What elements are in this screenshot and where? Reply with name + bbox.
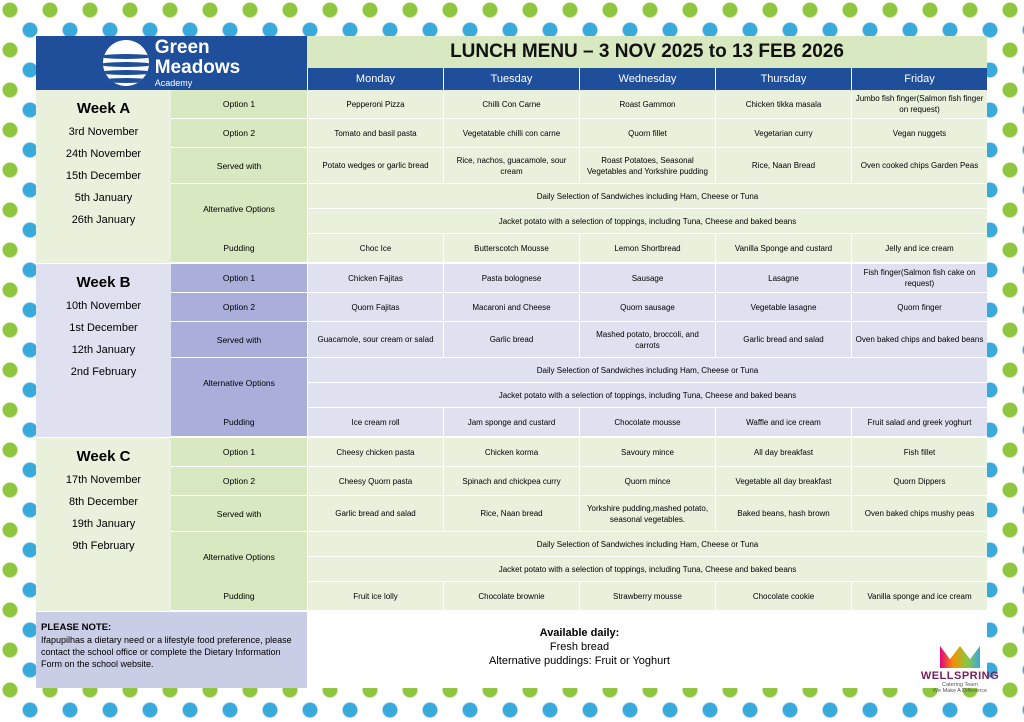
row-label: Option 1 [171,438,307,467]
pudding-cell: Fruit ice lolly [307,582,443,611]
menu-cell: Oven baked chips and baked beans [851,322,987,358]
week-date: 1st December [69,322,138,334]
menu-cell: Guacamole, sour cream or salad [307,322,443,358]
row-label: Option 1 [171,90,307,119]
menu-row [171,467,987,496]
alt-option: Daily Selection of Sandwiches including Ham, Cheese or Tuna [307,358,987,383]
logo-line1: Green [154,37,210,58]
pudding-cell: Lemon Shortbread [579,234,715,263]
pudding-cell: Choc Ice [307,234,443,263]
menu-cell: Spinach and chickpea curry [443,467,579,496]
logo-line2: Meadows [154,57,241,78]
menu-cell: Savoury mince [579,438,715,467]
menu-row [171,264,987,293]
menu-title: LUNCH MENU – 3 NOV 2025 to 13 FEB 2026 [307,36,987,68]
menu-cell: Roast Potatoes, Seasonal Vegetables and Yorkshire pudding [579,148,715,184]
menu-cell: Quorn fillet [579,119,715,148]
day-header-thursday: Thursday [715,68,851,90]
row-label: Served with [171,322,307,358]
menu-cell: Roast Gammon [579,90,715,119]
pudding-cell: Butterscotch Mousse [443,234,579,263]
menu-cell: Quorn Dippers [851,467,987,496]
row-label: Pudding [171,582,307,611]
week-date: 24th November [65,148,142,160]
alt-row [307,557,987,582]
week-date: 8th December [68,496,139,508]
row-label: Pudding [171,234,307,263]
menu-cell: Garlic bread [443,322,579,358]
week-date: 15th December [65,170,142,182]
menu-cell: Lasagne [715,264,851,293]
week-3-summary [36,438,171,611]
week-title: Week A [76,100,131,117]
menu-cell: Vegetarian curry [715,119,851,148]
week-title: Week C [76,448,131,465]
week-1-grid [171,90,987,263]
alt-row [307,184,987,209]
school-logo [36,36,307,90]
week-title: Week B [76,274,131,291]
menu-cell: Quorn mince [579,467,715,496]
pudding-cell: Chocolate cookie [715,582,851,611]
pudding-cell: Vanilla Sponge and custard [715,234,851,263]
pudding-cell: Jelly and ice cream [851,234,987,263]
alt-label: Alternative Options [171,358,307,409]
pudding-cell: Vanilla sponge and ice cream [851,582,987,611]
row-label: Option 2 [171,467,307,496]
alt-label: Alternative Options [171,532,307,583]
menu-cell: Vegetable all day breakfast [715,467,851,496]
alt-row [307,358,987,383]
alt-option: Daily Selection of Sandwiches including Ham, Cheese or Tuna [307,184,987,209]
wellspring-logo [920,646,1000,706]
pudding-row [171,582,987,611]
available-line1: Fresh bread [549,641,610,653]
menu-cell: All day breakfast [715,438,851,467]
pudding-cell: Waffle and ice cream [715,408,851,437]
alt-option: Jacket potato with a selection of toppings, including Tuna, Cheese and baked beans [307,557,987,582]
note-text: Ifapupilhas a dietary need or a lifestyle food preference, please contact the school office or complete the Dietary Information Form on the school website. [41,635,292,669]
menu-cell: Oven baked chips mushy peas [851,496,987,532]
day-header-wednesday: Wednesday [579,68,715,90]
note-title: PLEASE NOTE: [41,622,112,633]
menu-cell: Chicken tikka masala [715,90,851,119]
available-title: Available daily: [539,627,620,639]
menu-row [171,119,987,148]
logo-sub: Academy [154,78,193,88]
wellspring-mark-icon [940,646,980,668]
week-date: 19th January [71,518,136,530]
menu-cell: Vegetable lasagne [715,293,851,322]
menu-cell: Quorn Fajitas [307,293,443,322]
week-date: 17th November [65,474,142,486]
pudding-cell: Strawberry mousse [579,582,715,611]
day-header-friday: Friday [851,68,987,90]
menu-cell: Cheesy Quorn pasta [307,467,443,496]
menu-cell: Rice, Naan bread [443,496,579,532]
row-label: Served with [171,148,307,184]
menu-row [171,322,987,358]
row-label: Pudding [171,408,307,437]
menu-cell: Fish fillet [851,438,987,467]
menu-cell: Yorkshire pudding,mashed potato, seasonal vegetables. [579,496,715,532]
week-1-summary [36,90,171,263]
menu-cell: Pepperoni Pizza [307,90,443,119]
pudding-cell: Fruit salad and greek yoghurt [851,408,987,437]
menu-row [171,293,987,322]
menu-row [171,496,987,532]
week-date: 3rd November [68,126,139,138]
alt-label: Alternative Options [171,184,307,235]
menu-cell: Garlic bread and salad [307,496,443,532]
available-line2: Alternative puddings: Fruit or Yoghurt [488,655,670,667]
menu-cell: Sausage [579,264,715,293]
menu-sheet [36,36,987,688]
menu-row [171,148,987,184]
menu-cell: Rice, nachos, guacamole, sour cream [443,148,579,184]
menu-cell: Fish finger(Salmon fish cake on request) [851,264,987,293]
menu-cell: Jumbo fish finger(Salmon fish finger on request) [851,90,987,119]
pudding-cell: Chocolate mousse [579,408,715,437]
row-label: Served with [171,496,307,532]
week-date: 10th November [65,300,142,312]
menu-cell: Macaroni and Cheese [443,293,579,322]
menu-cell: Quorn finger [851,293,987,322]
pudding-cell: Chocolate brownie [443,582,579,611]
week-date: 12th January [71,344,136,356]
wellspring-sub1: Catering Team [942,682,978,688]
alt-option: Jacket potato with a selection of toppings, including Tuna, Cheese and baked beans [307,383,987,408]
menu-cell: Rice, Naan Bread [715,148,851,184]
week-3-grid [171,438,987,611]
pudding-cell: Ice cream roll [307,408,443,437]
menu-cell: Oven cooked chips Garden Peas [851,148,987,184]
alt-row [307,532,987,557]
week-2-summary [36,264,171,437]
menu-row [171,438,987,467]
menu-cell: Baked beans, hash brown [715,496,851,532]
menu-cell: Potato wedges or garlic bread [307,148,443,184]
menu-cell: Quorn sausage [579,293,715,322]
menu-cell: Garlic bread and salad [715,322,851,358]
day-header-tuesday: Tuesday [443,68,579,90]
meadow-logo-icon [103,40,149,86]
day-header-row [307,68,987,90]
week-date: 9th February [72,540,135,552]
menu-cell: Vegetatable chilli con carne [443,119,579,148]
pudding-row [171,234,987,263]
row-label: Option 2 [171,293,307,322]
menu-cell: Tomato and basil pasta [307,119,443,148]
menu-cell: Mashed potato, broccoli, and carrots [579,322,715,358]
week-date: 5th January [74,192,133,204]
alt-row [307,209,987,234]
please-note [36,612,307,688]
day-header-monday: Monday [307,68,443,90]
menu-row [171,90,987,119]
menu-cell: Chicken Fajitas [307,264,443,293]
alt-option: Daily Selection of Sandwiches including Ham, Cheese or Tuna [307,532,987,557]
alt-option: Jacket potato with a selection of toppings, including Tuna, Cheese and baked beans [307,209,987,234]
week-date: 26th January [71,214,136,226]
available-daily [307,612,852,688]
row-label: Option 1 [171,264,307,293]
menu-cell: Chilli Con Carne [443,90,579,119]
menu-cell: Vegan nuggets [851,119,987,148]
wellspring-sub2: We Make A Difference [932,688,988,694]
row-label: Option 2 [171,119,307,148]
pudding-cell: Jam sponge and custard [443,408,579,437]
menu-cell: Pasta bolognese [443,264,579,293]
week-date: 2nd February [70,366,137,378]
week-2-grid [171,264,987,437]
wellspring-name: WELLSPRING [920,670,1000,682]
menu-cell: Cheesy chicken pasta [307,438,443,467]
logo-text [155,38,241,88]
alt-row [307,383,987,408]
menu-cell: Chicken korma [443,438,579,467]
pudding-row [171,408,987,437]
